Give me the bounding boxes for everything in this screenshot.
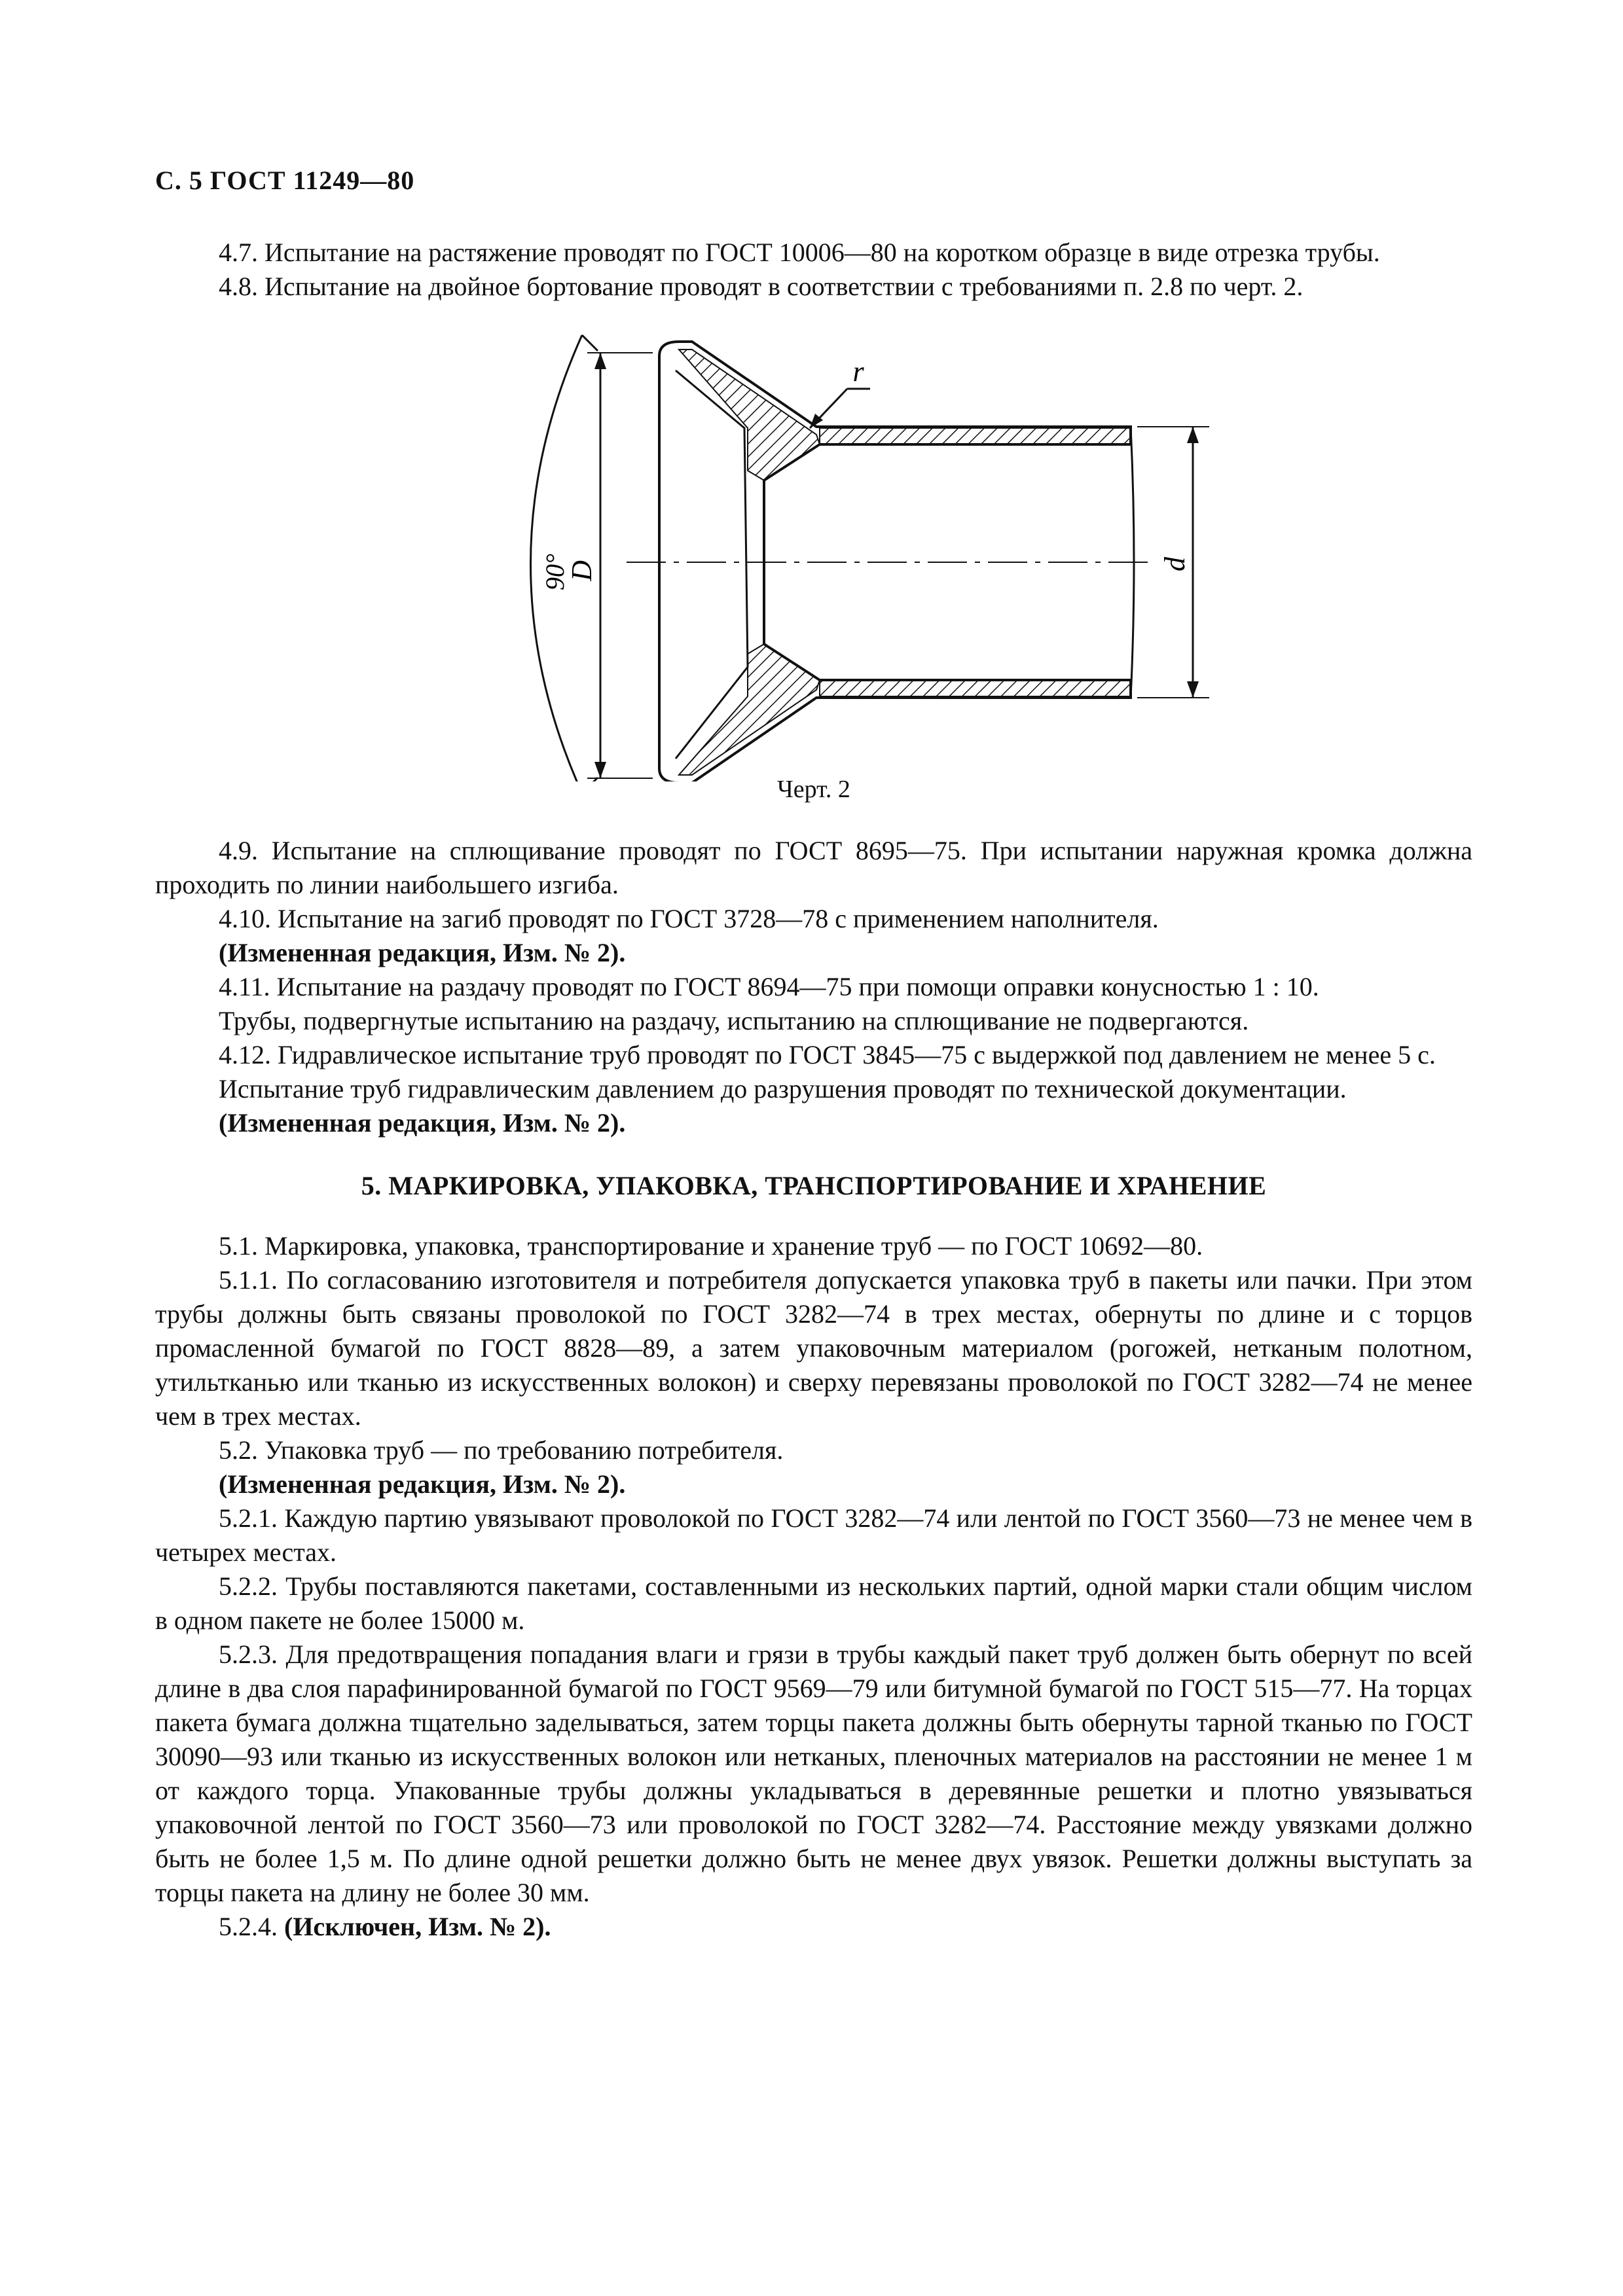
- paragraph-4-8: 4.8. Испытание на двойное бортование проводят в соответствии с требованиями п. 2.8 по черт. 2.: [219, 272, 1304, 301]
- paragraph-4-9: 4.9. Испытание на сплющивание проводят по ГОСТ 8695—75. При испытании наружная кромка должна проходить по линии наибольшего изгиба.: [155, 836, 1472, 899]
- paragraph-5-2: 5.2. Упаковка труб — по требованию потребителя.: [219, 1435, 784, 1465]
- paragraph-5-2-2: 5.2.2. Трубы поставляются пакетами, составленными из нескольких партий, одной марки стали общим числом в одном пакете не более 15000 м.: [155, 1571, 1472, 1635]
- paragraph-5-2-1: 5.2.1. Каждую партию увязывают проволокой по ГОСТ 3282—74 или лентой по ГОСТ 3560—73 не менее чем в четырех местах.: [155, 1503, 1472, 1567]
- hatch-upper-tube: [820, 428, 1131, 444]
- amendment-note-3: (Измененная редакция, Изм. № 2).: [219, 1469, 626, 1499]
- paragraph-5-2-4: [155, 1910, 1472, 1944]
- paragraph-5-1-1: 5.1.1. По согласованию изготовителя и потребителя допускается упаковка труб в пакеты или пачки. При этом трубы должны быть связаны проволокой по ГОСТ 3282—74 в трех местах, обернуты по длине и с торцов промасленной бумагой по ГОСТ 8828—89, а затем упаковочным материалом (рогожей, нетканым полотном, утильтканью или тканью из искусственных волокон) и сверху перевязаны проволокой по ГОСТ 3282—74 не менее чем в трех местах.: [155, 1265, 1472, 1431]
- document-body: [155, 236, 1472, 1944]
- amendment-note-1: (Измененная редакция, Изм. № 2).: [219, 938, 626, 967]
- paragraph-4-12: 4.12. Гидравлическое испытание труб проводят по ГОСТ 3845—75 с выдержкой под давлением не менее 5 с.: [219, 1040, 1436, 1069]
- arrow-d-bottom: [1187, 681, 1199, 698]
- paragraph-5-2-4-number: 5.2.4.: [219, 1912, 278, 1941]
- paragraph-4-7: 4.7. Испытание на растяжение проводят по ГОСТ 10006—80 на коротком образце в виде отрезка трубы.: [219, 238, 1380, 267]
- arrow-d-top: [1187, 427, 1199, 443]
- figure-caption: Черт. 2: [777, 776, 850, 803]
- figure-2: [155, 310, 1472, 834]
- arrow-D-top: [594, 353, 606, 369]
- page-header: С. 5 ГОСТ 11249—80: [155, 166, 415, 195]
- flange-fold: [676, 370, 748, 759]
- r-label: r: [852, 355, 864, 387]
- D-label: D: [566, 560, 598, 581]
- paragraph-4-10: 4.10. Испытание на загиб проводят по ГОСТ 3728—78 с применением наполнителя.: [219, 904, 1159, 933]
- paragraph-5-2-3: 5.2.3. Для предотвращения попадания влаги и грязи в трубы каждый пакет труб должен быть обернут по всей длине в два слоя парафинированной бумагой по ГОСТ 9569—79 или битумной бумагой по ГОСТ 515—77. На торцах пакета бумага должна тщательно заделываться, затем торцы пакета должны быть обернуты тарной тканью по ГОСТ 30090—93 или тканью из искусственных волокон или нетканых, пленочных материалов на расстоянии не менее 1 м от каждого торца. Упакованные трубы должны укладываться в деревянные решетки и плотно увязываться упаковочной лентой по ГОСТ 3560—73 или проволокой по ГОСТ 3282—74. Расстояние между увязками должно быть не более 1,5 м. По длине одной решетки должно быть не менее двух увязок. Решетки должны выступать за торцы пакета на длину не более 30 мм.: [155, 1640, 1472, 1907]
- paragraph-5-1: 5.1. Маркировка, упаковка, транспортирование и хранение труб — по ГОСТ 10692—80.: [219, 1231, 1203, 1261]
- double-flange-drawing: [155, 310, 1472, 781]
- section-5-title: 5. МАРКИРОВКА, УПАКОВКА, ТРАНСПОРТИРОВАНИЕ И ХРАНЕНИЕ: [361, 1171, 1267, 1200]
- arc-extension-top: [582, 335, 598, 351]
- angle-label: 90°: [540, 554, 570, 590]
- paragraph-4-12-b: Испытание труб гидравлическим давлением до разрушения проводят по технической документации.: [219, 1074, 1347, 1103]
- hatch-lower-tube: [820, 681, 1131, 696]
- d-label: d: [1159, 557, 1191, 571]
- paragraph-4-11: 4.11. Испытание на раздачу проводят по ГОСТ 8694—75 при помощи оправки конусностью 1 : 10.: [219, 972, 1319, 1001]
- amendment-note-2: (Измененная редакция, Изм. № 2).: [219, 1108, 626, 1138]
- paragraph-4-11-b: Трубы, подвергнутые испытанию на раздачу, испытанию на сплющивание не подвергаются.: [219, 1006, 1249, 1035]
- paragraph-5-2-4-text: (Исключен, Изм. № 2).: [284, 1912, 551, 1941]
